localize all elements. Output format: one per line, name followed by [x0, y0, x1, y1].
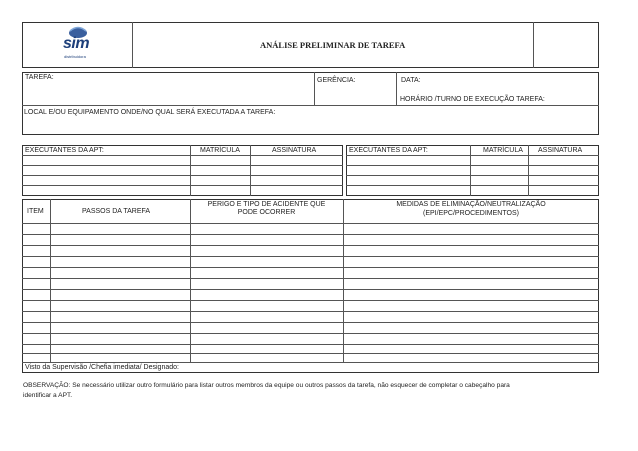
exec-left-row-line: [22, 155, 343, 156]
company-logo: [56, 24, 98, 64]
exec-left-col-line: [190, 145, 191, 196]
steps-header-line: [22, 223, 599, 224]
medidas-header-line2: (EPI/EPC/PROCEDIMENTOS): [423, 210, 519, 217]
gerencia-divider: [314, 72, 315, 105]
info-divider: [22, 105, 599, 106]
exec-left-matricula-header: MATRÍCULA: [200, 147, 240, 154]
visto-label: Visto da Supervisão /Chefia imediata/ Designado:: [25, 364, 179, 371]
steps-row-line: [22, 333, 599, 334]
form-title: ANÁLISE PRELIMINAR DE TAREFA: [260, 40, 406, 50]
passos-header: PASSOS DA TAREFA: [82, 208, 151, 215]
exec-right-row-line: [346, 185, 599, 186]
steps-row-line: [22, 278, 599, 279]
perigo-header-line1: PERIGO E TIPO DE ACIDENTE QUE: [207, 201, 326, 208]
exec-left-row-line: [22, 185, 343, 186]
steps-row-line: [22, 300, 599, 301]
data-divider: [396, 72, 397, 105]
steps-row-line: [22, 353, 599, 354]
exec-right-col-line: [470, 145, 471, 196]
perigo-header-line2: PODE OCORRER: [237, 209, 296, 216]
item-header: ITEM: [27, 208, 44, 215]
steps-row-line: [22, 311, 599, 312]
steps-row-line: [22, 245, 599, 246]
exec-right-name-header: EXECUTANTES DA APT:: [349, 147, 428, 154]
visto-line: [22, 362, 599, 363]
observacao-line2: identificar a APT.: [23, 392, 73, 399]
header-divider-left: [132, 22, 133, 68]
gerencia-label: GERÊNCIA:: [317, 77, 356, 84]
steps-row-line: [22, 256, 599, 257]
exec-right-matricula-header: MATRÍCULA: [483, 147, 523, 154]
exec-right-row-line: [346, 175, 599, 176]
exec-left-name-header: EXECUTANTES DA APT:: [25, 147, 104, 154]
exec-right-row-line: [346, 155, 599, 156]
exec-right-col-line: [528, 145, 529, 196]
steps-row-line: [22, 344, 599, 345]
exec-right-row-line: [346, 165, 599, 166]
header-divider-right: [533, 22, 534, 68]
logo-subtext: distribuidora: [64, 54, 86, 59]
steps-row-line: [22, 289, 599, 290]
tarefa-label: TAREFA:: [25, 74, 54, 81]
logo-text: sim: [63, 35, 90, 52]
medidas-header-line1: MEDIDAS DE ELIMINAÇÃO/NEUTRALIZAÇÃO: [396, 201, 546, 208]
steps-row-line: [22, 267, 599, 268]
observacao-line1: OBSERVAÇÃO: Se necessário utilizar outro formulário para listar outros membros da equipe ou outros passos da tarefa, não esquecer de completar o cabeçalho para: [23, 382, 510, 389]
horario-label: HORÁRIO /TURNO DE EXECUÇÃO TAREFA:: [400, 96, 545, 103]
exec-left-row-line: [22, 165, 343, 166]
steps-row-line: [22, 234, 599, 235]
steps-row-line: [22, 322, 599, 323]
exec-left-col-line: [250, 145, 251, 196]
exec-right-assinatura-header: ASSINATURA: [538, 147, 583, 154]
exec-left-row-line: [22, 175, 343, 176]
exec-left-assinatura-header: ASSINATURA: [272, 147, 317, 154]
local-label: LOCAL E/OU EQUIPAMENTO ONDE/NO QUAL SERÁ EXECUTADA A TAREFA:: [24, 109, 276, 116]
data-label: DATA:: [401, 77, 421, 84]
steps-table: [22, 199, 599, 373]
